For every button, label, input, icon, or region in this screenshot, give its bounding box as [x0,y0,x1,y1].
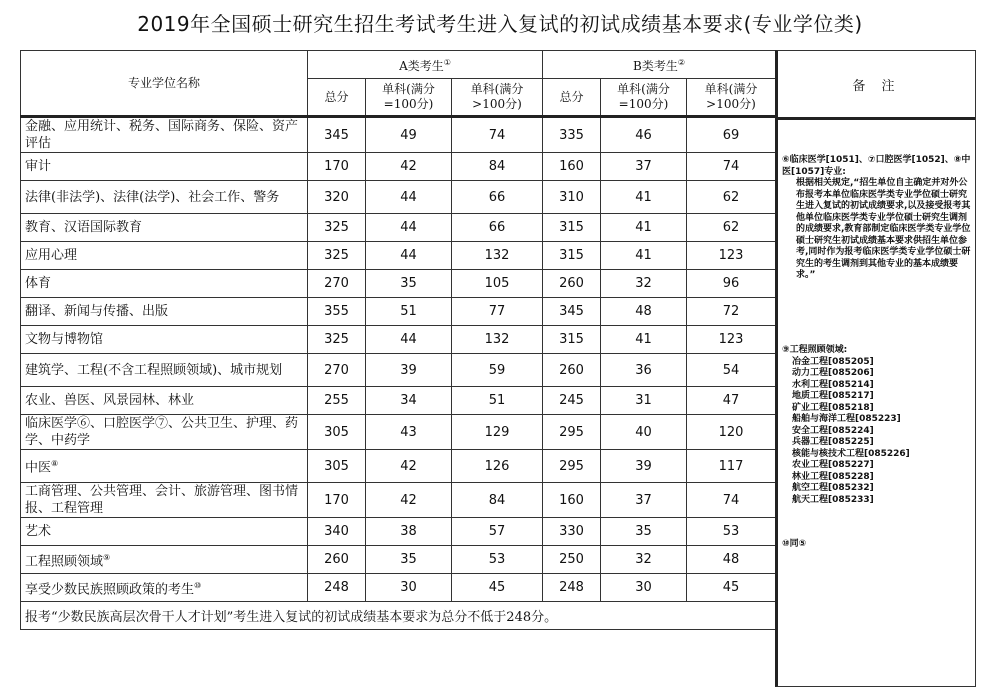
b-total: 260 [543,270,601,298]
b-single100: 32 [601,270,687,298]
a-singleover: 84 [452,153,543,181]
major-name: 法律(非法学)、法律(法学)、社会工作、警务 [21,181,308,214]
a-singleover: 51 [452,387,543,415]
header-a-single100: 单科(满分 =100分) [366,79,452,117]
major-name: 应用心理 [21,242,308,270]
b-singleover: 54 [687,354,776,387]
b-total: 245 [543,387,601,415]
a-singleover: 132 [452,326,543,354]
a-singleover: 105 [452,270,543,298]
b-total: 335 [543,117,601,153]
a-singleover: 66 [452,181,543,214]
a-single100: 34 [366,387,452,415]
a-total: 325 [308,242,366,270]
b-singleover: 62 [687,181,776,214]
b-singleover: 120 [687,415,776,450]
a-singleover: 126 [452,450,543,483]
major-name: 翻译、新闻与传播、出版 [21,298,308,326]
header-a-total: 总分 [308,79,366,117]
b-single100: 46 [601,117,687,153]
a-singleover: 77 [452,298,543,326]
note-clinical [782,155,974,282]
b-single100: 36 [601,354,687,387]
a-singleover: 132 [452,242,543,270]
a-total: 345 [308,117,366,153]
a-total: 255 [308,387,366,415]
a-single100: 44 [366,242,452,270]
a-single100: 51 [366,298,452,326]
header-b-total: 总分 [543,79,601,117]
header-group-a: A类考生① [308,51,543,79]
header-group-b: B类考生② [543,51,776,79]
a-singleover: 66 [452,214,543,242]
table-row [21,153,776,181]
list-item: 水利工程[085214] [792,379,874,390]
major-name: 文物与博物馆 [21,326,308,354]
b-single100: 31 [601,387,687,415]
b-total: 160 [543,153,601,181]
b-singleover: 53 [687,518,776,546]
major-name: 工程照顾领域⑨ [21,546,308,574]
note-minority: ⑩同⑤ [782,539,807,549]
b-total: 315 [543,214,601,242]
b-total: 260 [543,354,601,387]
note-engineering-title: ⑨工程照顾领域: [782,345,848,355]
b-single100: 41 [601,214,687,242]
major-name: 享受少数民族照顾政策的考生⑩ [21,574,308,602]
a-total: 270 [308,354,366,387]
a-total: 305 [308,450,366,483]
major-name: 工商管理、公共管理、会计、旅游管理、图书情报、工程管理 [21,483,308,518]
a-total: 270 [308,270,366,298]
list-item: 航天工程[085233] [792,494,874,505]
table-row [21,242,776,270]
b-singleover: 47 [687,387,776,415]
major-name: 中医⑧ [21,450,308,483]
notes-column [775,50,976,687]
list-item: 兵器工程[085225] [792,437,874,447]
b-single100: 48 [601,298,687,326]
b-single100: 37 [601,483,687,518]
list-item: 安全工程[085224] [792,425,874,436]
major-name: 建筑学、工程(不含工程照顾领域)、城市规划 [21,354,308,387]
a-total: 260 [308,546,366,574]
b-singleover: 123 [687,242,776,270]
b-singleover: 74 [687,153,776,181]
b-singleover: 69 [687,117,776,153]
b-total: 248 [543,574,601,602]
notes-header: 备 注 [778,51,975,120]
b-singleover: 74 [687,483,776,518]
b-total: 310 [543,181,601,214]
b-singleover: 48 [687,546,776,574]
b-singleover: 123 [687,326,776,354]
b-singleover: 96 [687,270,776,298]
b-single100: 37 [601,153,687,181]
table-footer-row [21,602,776,630]
note-clinical-title: ⑥临床医学[1051]、⑦口腔医学[1052]、⑧中医[1057]专业: [782,155,971,177]
footer-note: 报考“少数民族高层次骨干人才计划”考生进入复试的初试成绩基本要求为总分不低于248分。 [21,602,776,630]
b-singleover: 72 [687,298,776,326]
a-total: 325 [308,214,366,242]
a-singleover: 129 [452,415,543,450]
list-item: 冶金工程[085205] [792,356,874,367]
b-single100: 30 [601,574,687,602]
a-single100: 42 [366,450,452,483]
a-singleover: 45 [452,574,543,602]
b-singleover: 117 [687,450,776,483]
b-singleover: 45 [687,574,776,602]
a-singleover: 53 [452,546,543,574]
note-engineering-list [782,357,974,507]
major-name: 临床医学⑥、口腔医学⑦、公共卫生、护理、药学、中药学 [21,415,308,450]
a-singleover: 74 [452,117,543,153]
table-row [21,574,776,602]
list-item: 动力工程[085206] [792,368,874,378]
a-single100: 43 [366,415,452,450]
major-name: 体育 [21,270,308,298]
b-singleover: 62 [687,214,776,242]
b-single100: 41 [601,181,687,214]
b-single100: 40 [601,415,687,450]
table-row [21,483,776,518]
header-b-singleover: 单科(满分 >100分) [687,79,776,117]
a-single100: 38 [366,518,452,546]
list-item: 林业工程[085228] [792,471,874,482]
a-single100: 35 [366,546,452,574]
a-total: 170 [308,483,366,518]
a-single100: 42 [366,153,452,181]
table-row [21,518,776,546]
b-total: 160 [543,483,601,518]
major-name: 艺术 [21,518,308,546]
a-single100: 49 [366,117,452,153]
table-row [21,326,776,354]
header-major-name: 专业学位名称 [21,51,308,117]
table-row [21,298,776,326]
page-title: 2019年全国硕士研究生招生考试考生进入复试的初试成绩基本要求(专业学位类) [137,12,863,36]
major-name: 金融、应用统计、税务、国际商务、保险、资产评估 [21,117,308,153]
a-total: 248 [308,574,366,602]
table-row [21,387,776,415]
table-row [21,270,776,298]
b-total: 315 [543,242,601,270]
table-row [21,546,776,574]
b-total: 345 [543,298,601,326]
major-name: 教育、汉语国际教育 [21,214,308,242]
score-table [20,50,776,630]
a-single100: 42 [366,483,452,518]
b-single100: 41 [601,326,687,354]
table-row [21,450,776,483]
table-row [21,415,776,450]
a-total: 320 [308,181,366,214]
header-b-single100: 单科(满分 =100分) [601,79,687,117]
a-total: 170 [308,153,366,181]
list-item: 农业工程[085227] [792,460,874,470]
a-singleover: 57 [452,518,543,546]
a-single100: 35 [366,270,452,298]
major-name: 审计 [21,153,308,181]
b-single100: 41 [601,242,687,270]
major-name: 农业、兽医、风景园林、林业 [21,387,308,415]
table-row [21,214,776,242]
b-single100: 35 [601,518,687,546]
a-total: 340 [308,518,366,546]
b-total: 250 [543,546,601,574]
b-single100: 39 [601,450,687,483]
list-item: 核能与核技术工程[085226] [792,448,910,459]
list-item: 地质工程[085217] [792,391,874,401]
a-single100: 44 [366,214,452,242]
a-single100: 44 [366,326,452,354]
table-row [21,181,776,214]
b-total: 295 [543,415,601,450]
list-item: 矿业工程[085218] [792,402,874,413]
a-total: 305 [308,415,366,450]
b-total: 295 [543,450,601,483]
note-clinical-body: 根据相关规定,“招生单位自主确定并对外公布报考本单位临床医学类专业学位硕士研究生进入复试的初试成绩要求,以及接受报考其他单位临床医学类专业学位硕士研究生调剂的成绩要求,教育部制定临床医学类专业学位硕士研究生初试成绩基本要求供招生单位参考,同时作为报考临床医学类专业学位硕士研究生的考生调剂到其他专业的基本成绩要求。” [796,178,971,280]
b-total: 330 [543,518,601,546]
list-item: 船舶与海洋工程[085223] [792,414,901,424]
b-total: 315 [543,326,601,354]
note-engineering [782,345,974,506]
a-single100: 44 [366,181,452,214]
table-row [21,117,776,153]
table-row [21,354,776,387]
a-singleover: 84 [452,483,543,518]
score-sheet [20,50,977,688]
a-total: 325 [308,326,366,354]
a-total: 355 [308,298,366,326]
list-item: 航空工程[085232] [792,483,874,493]
a-single100: 30 [366,574,452,602]
a-singleover: 59 [452,354,543,387]
header-a-singleover: 单科(满分 >100分) [452,79,543,117]
a-single100: 39 [366,354,452,387]
b-single100: 32 [601,546,687,574]
